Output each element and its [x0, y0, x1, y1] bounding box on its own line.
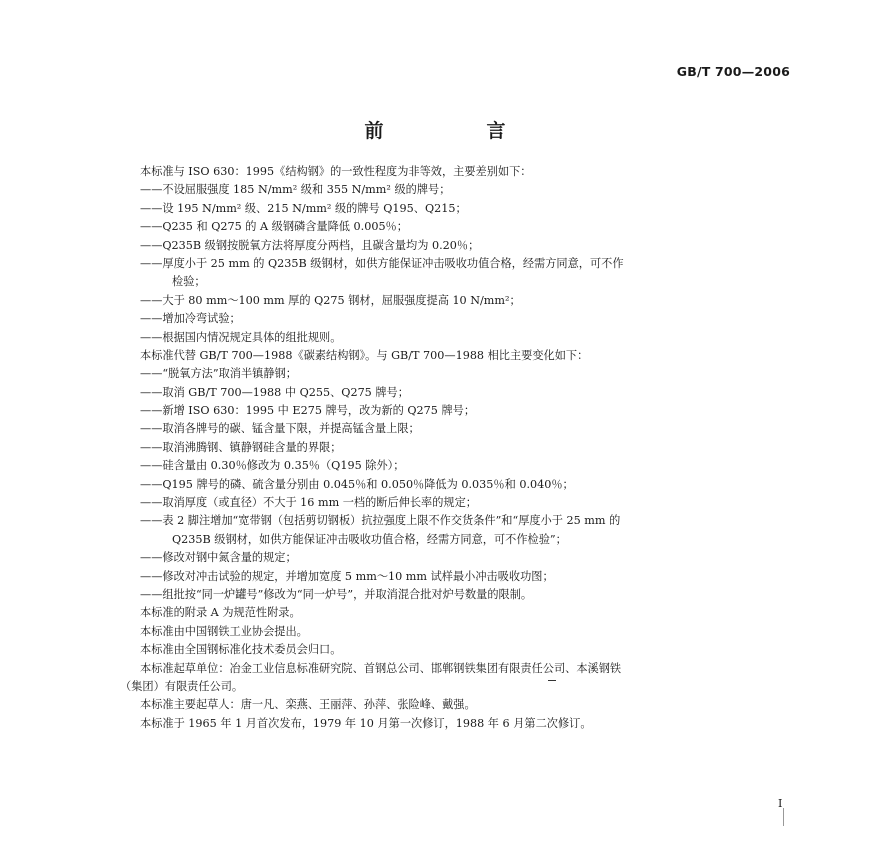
paragraph: 本标准的附录 A 为规范性附录。 — [140, 606, 301, 620]
list-item: ——取消厚度（或直径）不大于 16 mm 一档的断后伸长率的规定； — [140, 496, 477, 510]
paragraph: 本标准于 1965 年 1 月首次发布，1979 年 10 月第一次修订，1988 年 6 月第二次修订。 — [140, 716, 592, 730]
standard-number: GB/T 700—2006 — [676, 64, 790, 79]
paragraph: 本标准代替 GB/T 700—1988《碳素结构钢》。与 GB/T 700—1988 相比主要变化如下： — [140, 348, 589, 362]
paragraph: 本标准与 ISO 630：1995《结构钢》的一致性程度为非等效，主要差别如下： — [140, 165, 532, 178]
list-item: ——大于 80 mm～100 mm 厚的 Q275 钢材，屈服强度提高 10 N/mm²； — [140, 293, 521, 307]
list-item: ——Q235B 级钢按脱氧方法将厚度分两档，且碳含量均为 0.20％； — [140, 238, 480, 252]
paragraph: 本标准由中国钢铁工业协会提出。 — [140, 624, 308, 638]
list-item: ——取消各牌号的碳、锰含量下限，并提高锰含量上限； — [140, 422, 420, 436]
page-title: 前 言 — [364, 120, 548, 142]
list-item: ——根据国内情况规定具体的组批规则。 — [140, 330, 342, 344]
paragraph: 本标准由全国钢标准化技术委员会归口。 — [140, 643, 342, 657]
list-item: ——修改对钢中氮含量的规定； — [140, 551, 297, 565]
paragraph-continuation: （集团）有限责任公司。 — [120, 679, 244, 693]
list-item: ——新增 ISO 630：1995 中 E275 牌号，改为新的 Q275 牌号； — [140, 404, 476, 418]
paragraph: 本标准主要起草人：唐一凡、栾燕、王丽萍、孙萍、张险峰、戴强。 — [140, 698, 476, 712]
list-item: ——Q235 和 Q275 的 A 级钢磷含量降低 0.005％； — [140, 220, 408, 234]
list-item: ——修改对冲击试验的规定，并增加宽度 5 mm～10 mm 试样最小冲击吸收功图； — [140, 569, 554, 583]
list-item: ——取消 GB/T 700—1988 中 Q255、Q275 牌号； — [140, 385, 409, 399]
list-item: ——“脱氧方法”取消半镇静钢； — [140, 367, 297, 381]
list-item-continuation: 检验； — [172, 275, 206, 289]
list-item: ——厚度小于 25 mm 的 Q235B 级钢材，如供方能保证冲击吸收功值合格，经需方同意，可不作 — [140, 256, 624, 270]
list-item: ——硅含量由 0.30％修改为 0.35％（Q195 除外）； — [140, 459, 405, 473]
list-item-continuation: Q235B 级钢材，如供方能保证冲击吸收功值合格，经需方同意，可不作检验”； — [172, 532, 567, 546]
list-item: ——表 2 脚注增加“宽带钢（包括剪切钢板）抗拉强度上限不作交货条件”和“厚度小于 25 mm 的 — [140, 514, 621, 528]
footer-dash — [548, 680, 556, 681]
list-item: ——Q195 牌号的磷、硫含量分别由 0.045％和 0.050％降低为 0.035％和 0.040％； — [140, 477, 574, 491]
foreword-body — [120, 163, 800, 733]
list-item: ——增加冷弯试验； — [140, 312, 241, 326]
paragraph: 本标准起草单位：冶金工业信息标准研究院、首钢总公司、邯郸钢铁集团有限责任公司、本溪钢铁 — [140, 661, 622, 675]
list-item: ——设 195 N/mm² 级、215 N/mm² 级的牌号 Q195、Q215； — [140, 201, 467, 215]
scan-edge-mark — [783, 808, 784, 826]
page-number: I — [778, 797, 783, 810]
list-item: ——不设屈服强度 185 N/mm² 级和 355 N/mm² 级的牌号； — [140, 183, 451, 197]
list-item: ——取消沸腾钢、镇静钢硅含量的界限； — [140, 440, 342, 454]
list-item: ——组批按“同一炉罐号”修改为“同一炉号”，并取消混合批对炉号数量的限制。 — [140, 587, 533, 601]
